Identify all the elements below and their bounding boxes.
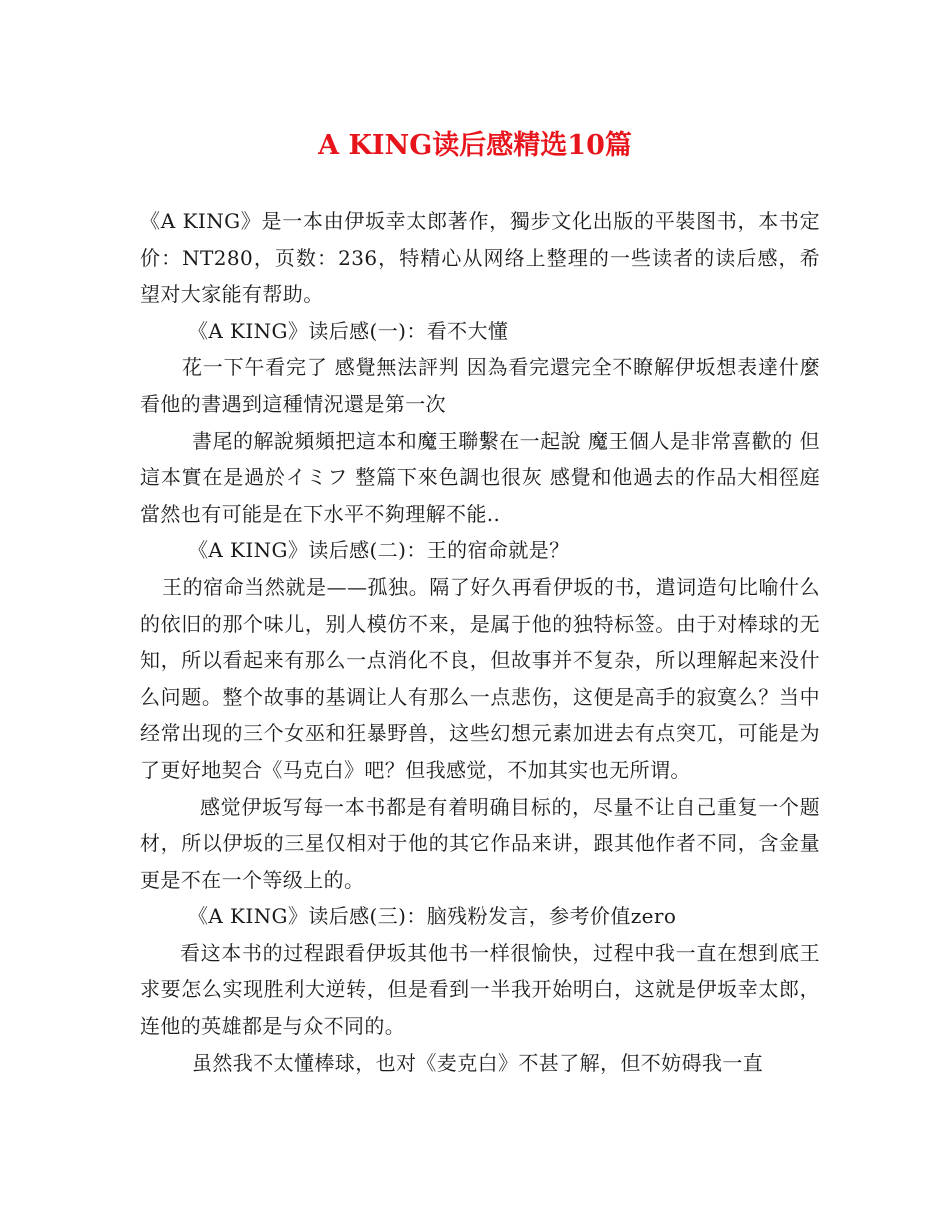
section-heading-1: 《A KING》读后感(一)：看不大懂 bbox=[188, 318, 509, 343]
intro-paragraph: 《A KING》是一本由伊坂幸太郎著作，獨步文化出版的平裝图书，本书定价：NT280，页数：236，特精心从网络上整理的一些读者的读后感，希望对大家能有帮助。 bbox=[140, 209, 820, 307]
paragraph: 花一下午看完了 感覺無法評判 因為看完還完全不瞭解伊坂想表達什麼 看他的書遇到這種情況還是第一次 bbox=[140, 355, 820, 416]
document-body bbox=[140, 203, 820, 1081]
paragraph: 看这本书的过程跟看伊坂其他书一样很愉快，过程中我一直在想到底王求要怎么实现胜利大逆转，但是看到一半我开始明白，这就是伊坂幸太郎，连他的英雄都是与众不同的。 bbox=[140, 940, 820, 1039]
paragraph: 王的宿命当然就是——孤独。隔了好久再看伊坂的书，遣词造句比喻什么的依旧的那个味儿，别人模仿不来，是属于他的独特标签。由于对棒球的无知，所以看起来有那么一点消化不良，但故事并不复杂，所以理解起来没什么问题。整个故事的基调让人有那么一点悲伤，这便是高手的寂寞么？当中经常出现的三个女巫和狂暴野兽，这些幻想元素加进去有点突兀，可能是为了更好地契合《马克白》吧？但我感觉，不加其实也无所谓。 bbox=[140, 574, 820, 782]
paragraph: 感觉伊坂写每一本书都是有着明确目标的，尽量不让自己重复一个题材，所以伊坂的三星仅相对于他的其它作品来讲，跟其他作者不同，含金量更是不在一个等级上的。 bbox=[140, 794, 820, 892]
section-heading-3: 《A KING》读后感(三)：脑残粉发言，参考价值zero bbox=[188, 904, 677, 929]
document-title: A KING读后感精选10篇 bbox=[318, 130, 632, 161]
paragraph: 書尾的解說頻頻把這本和魔王聯繫在一起說 魔王個人是非常喜歡的 但這本實在是過於イミフ 整篇下來色調也很灰 感覺和他過去的作品大相徑庭 當然也有可能是在下水平不夠理解不能.. bbox=[140, 428, 820, 526]
paragraph: 虽然我不太懂棒球，也对《麦克白》不甚了解，但不妨碍我一直 bbox=[192, 1050, 764, 1075]
section-heading-2: 《A KING》读后感(二)：王的宿命就是？ bbox=[188, 538, 570, 563]
